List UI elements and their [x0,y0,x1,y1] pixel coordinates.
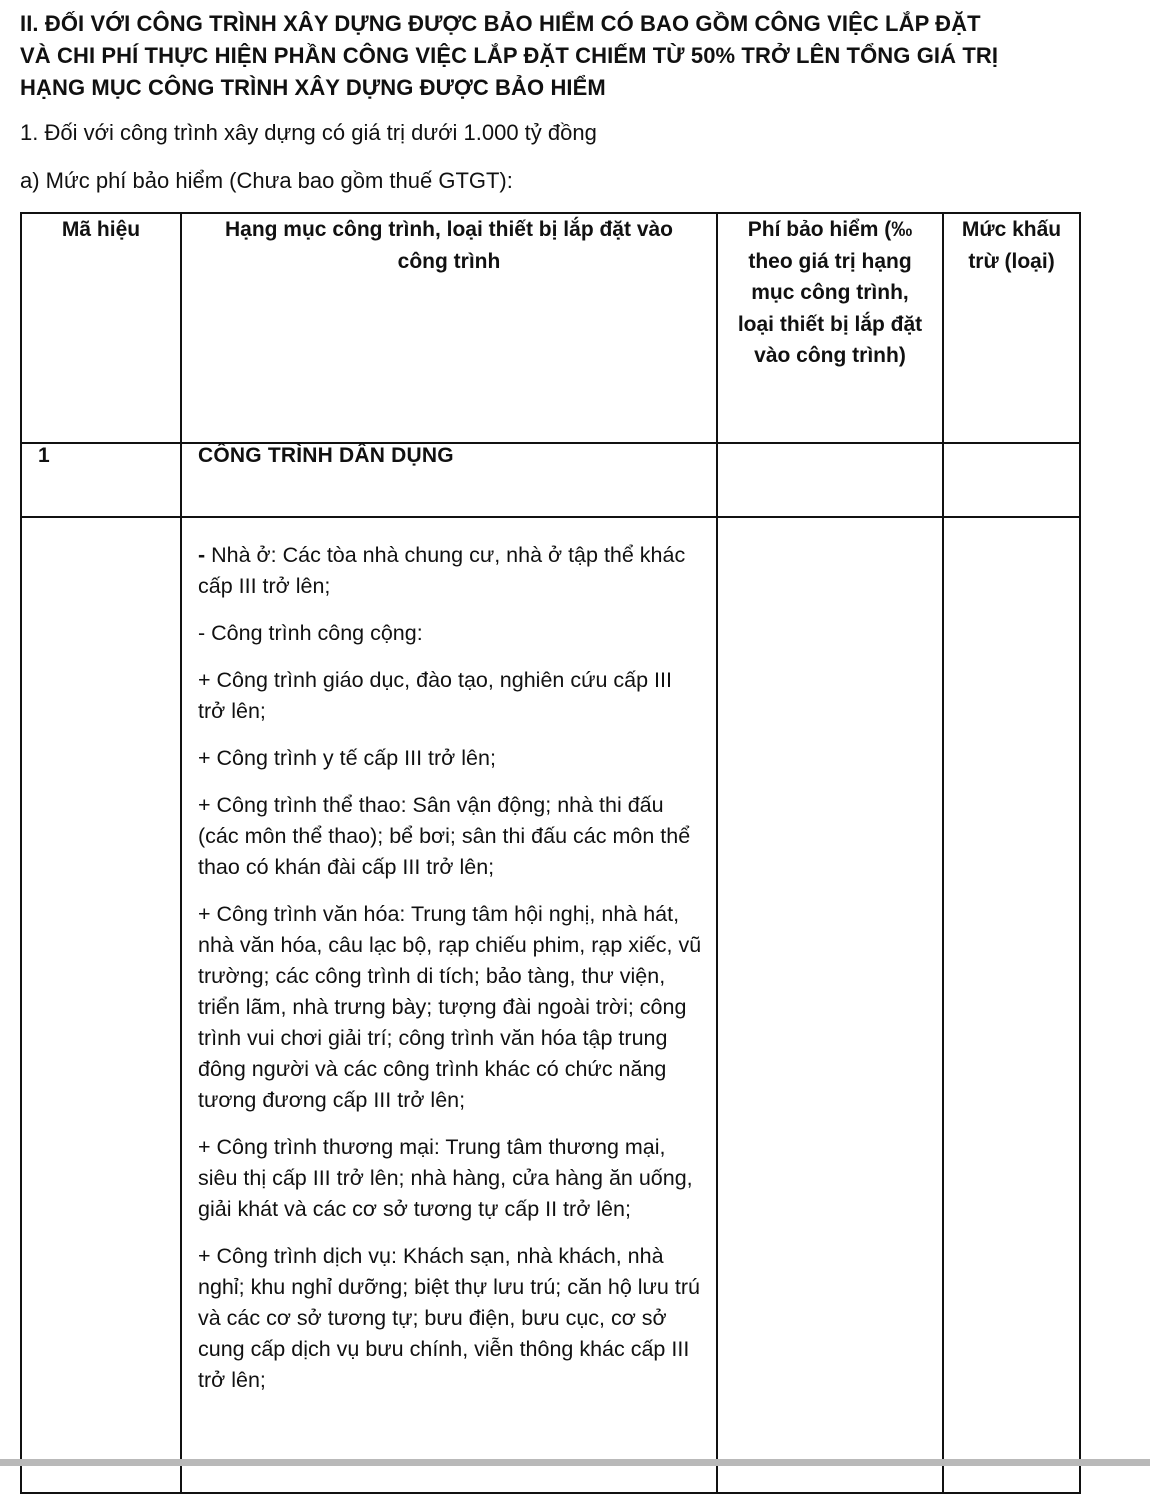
item-code-cell [21,517,181,1493]
list-item: + Công trình thể thao: Sân vận động; nhà thi đấu (các môn thể thao); bể bơi; sân thi đấu các môn thể thao có khán đài cấp III trở lên; [198,793,691,879]
table-row [21,443,1080,517]
table-row [21,517,1080,1493]
section-code: 1 [21,443,181,517]
list-item: + Công trình văn hóa: Trung tâm hội nghị, nhà hát, nhà văn hóa, câu lạc bộ, rạp chiếu phim, rạp xiếc, vũ trường; các công trình di tích; bảo tàng, thư viện, triển lãm, nhà trưng bày; tượng đài ngoài trời; công trình vui chơi giải trí; công trình văn hóa tập trung đông người và các công trình khác có chức năng tương đương cấp III trở lên; [198,902,702,1112]
list-item: - Nhà ở: Các tòa nhà chung cư, nhà ở tập thể khác cấp III trở lên; [198,543,686,598]
list-item: + Công trình thương mại: Trung tâm thương mại, siêu thị cấp III trở lên; nhà hàng, cửa hàng ăn uống, giải khát và các cơ sở tương tự cấp II trở lên; [198,1135,693,1221]
header-code: Mã hiệu [21,213,181,443]
premium-caption: a) Mức phí bảo hiểm (Chưa bao gồm thuế GTGT): [20,168,513,193]
list-item: + Công trình giáo dục, đào tạo, nghiên cứu cấp III trở lên; [198,668,672,723]
list-item: + Công trình y tế cấp III trở lên; [198,746,496,770]
section-title: CÔNG TRÌNH DÂN DỤNG [181,443,717,517]
subsection-title: 1. Đối với công trình xây dựng có giá trị dưới 1.000 tỷ đồng [20,120,597,145]
premium-table [20,212,1081,1494]
list-item: - Công trình công cộng: [198,621,423,645]
window-bottom-edge [0,1459,1150,1466]
item-list-cell [181,517,717,1493]
section-premium [717,443,943,517]
heading-line-1: II. ĐỐI VỚI CÔNG TRÌNH XÂY DỰNG ĐƯỢC BẢO HIỂM CÓ BAO GỒM CÔNG VIỆC LẮP ĐẶT [20,11,981,36]
list-item: + Công trình dịch vụ: Khách sạn, nhà khách, nhà nghỉ; khu nghỉ dưỡng; biệt thự lưu trú; căn hộ lưu trú và các cơ sở tương tự; bưu điện, bưu cục, cơ sở cung cấp dịch vụ bưu chính, viễn thông khác cấp III trở lên; [198,1244,700,1392]
item-deductible-cell [943,517,1080,1493]
heading-line-3: HẠNG MỤC CÔNG TRÌNH XÂY DỰNG ĐƯỢC BẢO HIỂM [20,75,606,100]
header-deductible: Mức khấu trừ (loại) [943,213,1080,443]
table-header-row [21,213,1080,443]
section-heading [20,8,1130,104]
header-category: Hạng mục công trình, loại thiết bị lắp đặt vào công trình [181,213,717,443]
section-deductible [943,443,1080,517]
heading-line-2: VÀ CHI PHÍ THỰC HIỆN PHẦN CÔNG VIỆC LẮP ĐẶT CHIẾM TỪ 50% TRỞ LÊN TỔNG GIÁ TRỊ [20,43,999,68]
header-premium: Phí bảo hiểm (‰ theo giá trị hạng mục công trình, loại thiết bị lắp đặt vào công trình) [717,213,943,443]
item-premium-cell [717,517,943,1493]
